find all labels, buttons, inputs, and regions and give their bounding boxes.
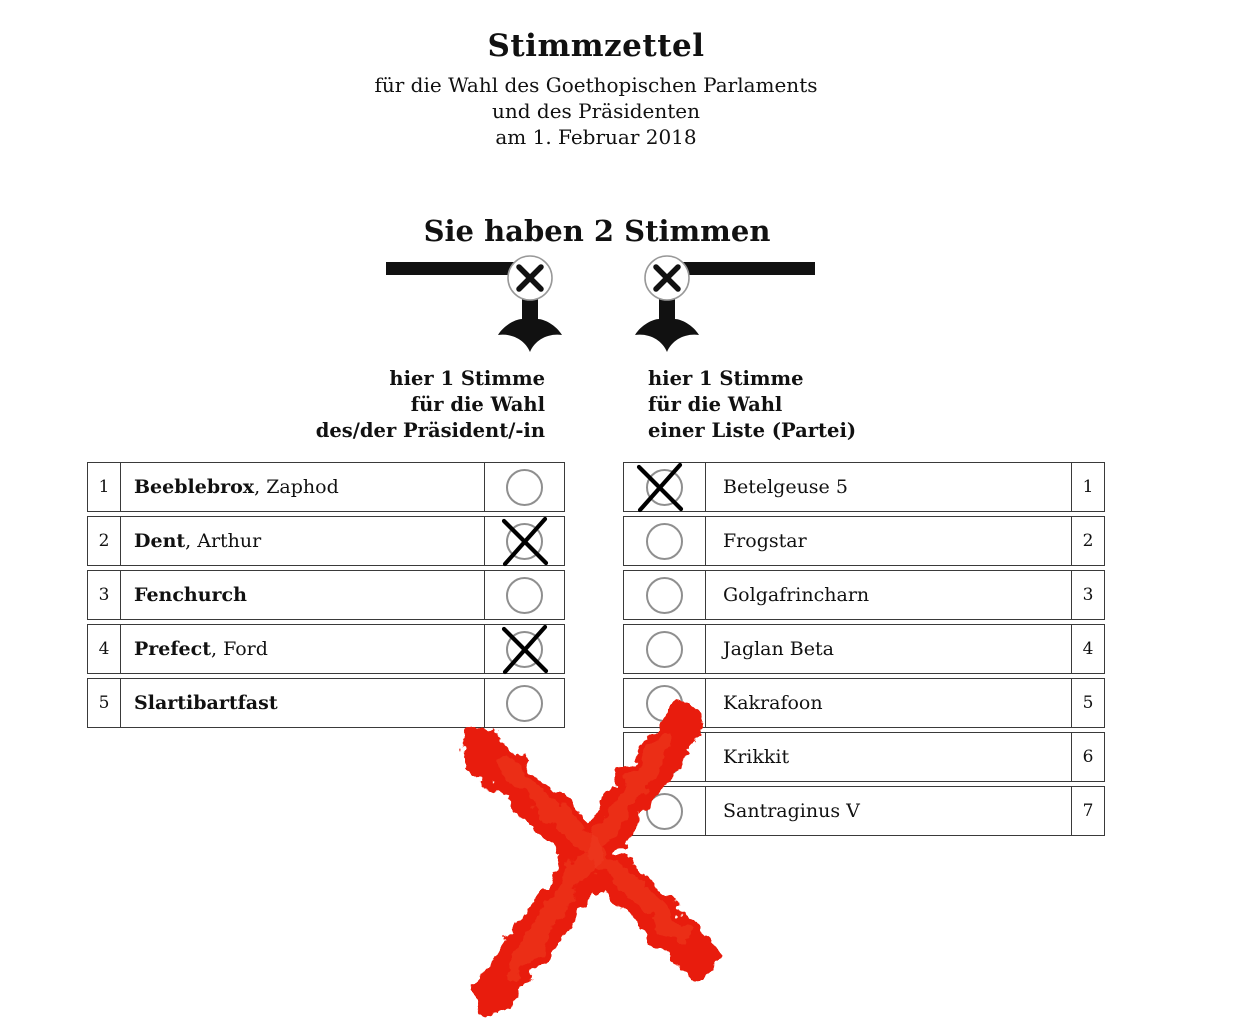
- candidate-surname: Slartibartfast: [134, 692, 278, 714]
- party-row: [623, 462, 1105, 512]
- subtitle-line-1: für die Wahl des Goethopischen Parlaments: [374, 73, 818, 97]
- party-name: Kakrafoon: [723, 692, 823, 714]
- vote-circle[interactable]: [646, 577, 683, 614]
- president-column-header: [245, 366, 545, 444]
- candidate-surname: Dent: [134, 530, 186, 552]
- president-header-line-3: des/der Präsident/-in: [315, 419, 545, 442]
- party-name: Santraginus V: [723, 800, 860, 822]
- vote-circle[interactable]: [506, 577, 543, 614]
- candidate-row: [87, 570, 565, 620]
- party-row: [623, 516, 1105, 566]
- vote-circle[interactable]: [646, 685, 683, 722]
- party-number: 7: [1071, 787, 1104, 835]
- vote-circle[interactable]: [506, 631, 543, 668]
- subtitle-line-2: und des Präsidenten: [491, 99, 701, 123]
- vote-circle-cell[interactable]: [484, 679, 564, 727]
- candidate-number: 3: [88, 571, 121, 619]
- candidate-given-name: , Arthur: [185, 530, 262, 552]
- party-number: 4: [1071, 625, 1104, 673]
- votes-headline-text: Sie haben 2 Stimmen: [423, 214, 771, 248]
- vote-circle-cell[interactable]: [624, 571, 706, 619]
- right-down-arrow-icon: [635, 319, 699, 352]
- vote-circle-cell[interactable]: [484, 571, 564, 619]
- party-number: 2: [1071, 517, 1104, 565]
- candidate-surname: Fenchurch: [134, 584, 247, 606]
- vote-circle-cell[interactable]: [624, 733, 706, 781]
- vote-circle-cell[interactable]: [624, 787, 706, 835]
- candidate-name: [121, 625, 484, 673]
- candidate-row: [87, 678, 565, 728]
- page-title: Stimmzettel: [487, 28, 705, 64]
- party-header-line-2: für die Wahl: [648, 393, 783, 416]
- vote-circle[interactable]: [506, 523, 543, 560]
- vote-circle-cell[interactable]: [624, 463, 706, 511]
- party-header-line-3: einer Liste (Partei): [648, 419, 857, 442]
- party-number: 6: [1071, 733, 1104, 781]
- candidate-number: 1: [88, 463, 121, 511]
- voting-instruction-graphic: [380, 255, 820, 355]
- candidate-name: [121, 463, 484, 511]
- candidate-given-name: , Ford: [211, 638, 268, 660]
- president-header-line-2: für die Wahl: [410, 393, 545, 416]
- vote-circle-cell[interactable]: [624, 625, 706, 673]
- party-name: Jaglan Beta: [723, 638, 834, 660]
- ballot-header: [0, 28, 1192, 64]
- candidate-row: [87, 516, 565, 566]
- candidate-name: [121, 679, 484, 727]
- candidate-number: 4: [88, 625, 121, 673]
- party-row: [623, 570, 1105, 620]
- party-name: Betelgeuse 5: [723, 476, 848, 498]
- candidate-number: 5: [88, 679, 121, 727]
- ballot-subtitle: [0, 72, 1192, 150]
- party-row: [623, 624, 1105, 674]
- subtitle-line-3: am 1. Februar 2018: [495, 125, 697, 149]
- vote-circle[interactable]: [646, 523, 683, 560]
- candidate-row: [87, 462, 565, 512]
- party-row: [623, 678, 1105, 728]
- party-header-line-1: hier 1 Stimme: [648, 367, 804, 390]
- party-name: Krikkit: [723, 746, 790, 768]
- party-row: [623, 786, 1105, 836]
- president-header-line-1: hier 1 Stimme: [389, 367, 545, 390]
- vote-circle[interactable]: [646, 739, 683, 776]
- party-name: Frogstar: [723, 530, 807, 552]
- vote-circle-cell[interactable]: [484, 625, 564, 673]
- vote-circle-cell[interactable]: [624, 517, 706, 565]
- vote-circle-cell[interactable]: [484, 463, 564, 511]
- votes-headline: [0, 214, 1194, 248]
- candidate-name: [121, 571, 484, 619]
- candidate-given-name: , Zaphod: [254, 476, 339, 498]
- candidate-name: [121, 517, 484, 565]
- candidate-row: [87, 624, 565, 674]
- party-row: [623, 732, 1105, 782]
- candidate-number: 2: [88, 517, 121, 565]
- vote-circle[interactable]: [646, 631, 683, 668]
- vote-circle[interactable]: [646, 793, 683, 830]
- vote-circle[interactable]: [506, 685, 543, 722]
- party-name: Golgafrincharn: [723, 584, 870, 606]
- vote-circle[interactable]: [646, 469, 683, 506]
- party-number: 1: [1071, 463, 1104, 511]
- candidate-surname: Beeblebrox: [134, 476, 255, 498]
- vote-circle[interactable]: [506, 469, 543, 506]
- vote-circle-cell[interactable]: [624, 679, 706, 727]
- left-down-arrow-icon: [498, 319, 562, 352]
- party-number: 5: [1071, 679, 1104, 727]
- candidate-surname: Prefect: [134, 638, 211, 660]
- vote-circle-cell[interactable]: [484, 517, 564, 565]
- party-number: 3: [1071, 571, 1104, 619]
- party-column-header: [648, 366, 948, 444]
